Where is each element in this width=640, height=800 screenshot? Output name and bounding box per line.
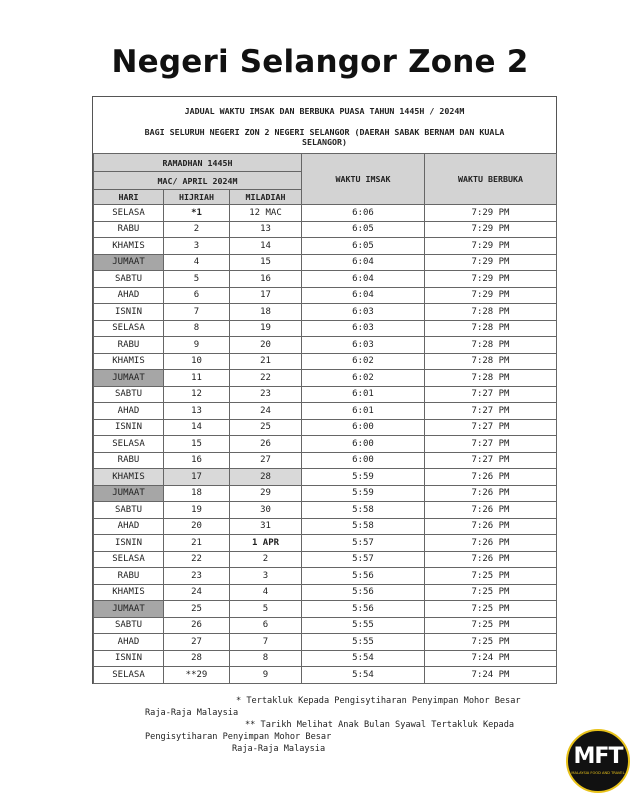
header-miladiah: MILADIAH bbox=[230, 190, 302, 205]
cell-hijriah: 14 bbox=[164, 419, 230, 436]
cell-hijriah: 18 bbox=[164, 485, 230, 502]
cell-miladiah: 6 bbox=[230, 617, 302, 634]
table-row bbox=[94, 304, 557, 321]
cell-berbuka: 7:26 PM bbox=[425, 469, 557, 486]
cell-berbuka: 7:28 PM bbox=[425, 337, 557, 354]
cell-hari: KHAMIS bbox=[94, 469, 164, 486]
cell-hari: SABTU bbox=[94, 386, 164, 403]
table-row bbox=[94, 221, 557, 238]
cell-hijriah: 5 bbox=[164, 271, 230, 288]
cell-imsak: 6:00 bbox=[302, 436, 425, 453]
cell-hari: AHAD bbox=[94, 403, 164, 420]
cell-imsak: 5:56 bbox=[302, 601, 425, 618]
cell-berbuka: 7:27 PM bbox=[425, 452, 557, 469]
cell-berbuka: 7:29 PM bbox=[425, 287, 557, 304]
cell-hari: ISNIN bbox=[94, 650, 164, 667]
cell-hijriah: 2 bbox=[164, 221, 230, 238]
cell-imsak: 5:56 bbox=[302, 568, 425, 585]
cell-berbuka: 7:29 PM bbox=[425, 238, 557, 255]
cell-imsak: 6:03 bbox=[302, 337, 425, 354]
cell-berbuka: 7:27 PM bbox=[425, 436, 557, 453]
cell-hari: ISNIN bbox=[94, 304, 164, 321]
cell-imsak: 6:01 bbox=[302, 386, 425, 403]
schedule-body bbox=[94, 205, 557, 684]
cell-miladiah: 2 bbox=[230, 551, 302, 568]
cell-hari: SELASA bbox=[94, 551, 164, 568]
cell-berbuka: 7:28 PM bbox=[425, 320, 557, 337]
cell-hari: RABU bbox=[94, 568, 164, 585]
cell-hijriah: 6 bbox=[164, 287, 230, 304]
table-row bbox=[94, 502, 557, 519]
cell-hari: JUMAAT bbox=[94, 601, 164, 618]
cell-imsak: 6:00 bbox=[302, 452, 425, 469]
cell-hijriah: 19 bbox=[164, 502, 230, 519]
table-row bbox=[94, 601, 557, 618]
table-row bbox=[94, 650, 557, 667]
cell-miladiah: 27 bbox=[230, 452, 302, 469]
table-row bbox=[94, 353, 557, 370]
cell-hijriah: 16 bbox=[164, 452, 230, 469]
cell-miladiah: 17 bbox=[230, 287, 302, 304]
cell-hari: SABTU bbox=[94, 271, 164, 288]
schedule-subtitle-line2: SELANGOR) bbox=[302, 137, 347, 147]
header-hijriah: HIJRIAH bbox=[164, 190, 230, 205]
table-row bbox=[94, 634, 557, 651]
logo-text: MFT bbox=[573, 744, 623, 769]
cell-miladiah: 28 bbox=[230, 469, 302, 486]
table-row bbox=[94, 551, 557, 568]
cell-miladiah: 25 bbox=[230, 419, 302, 436]
cell-hijriah: 13 bbox=[164, 403, 230, 420]
table-row bbox=[94, 320, 557, 337]
cell-berbuka: 7:25 PM bbox=[425, 634, 557, 651]
table-row bbox=[94, 238, 557, 255]
cell-hari: RABU bbox=[94, 221, 164, 238]
cell-hari: JUMAAT bbox=[94, 254, 164, 271]
cell-hari: ISNIN bbox=[94, 535, 164, 552]
cell-hari: KHAMIS bbox=[94, 238, 164, 255]
cell-imsak: 5:58 bbox=[302, 518, 425, 535]
cell-miladiah: 4 bbox=[230, 584, 302, 601]
table-row bbox=[94, 403, 557, 420]
cell-hijriah: 20 bbox=[164, 518, 230, 535]
cell-imsak: 5:58 bbox=[302, 502, 425, 519]
cell-miladiah: 9 bbox=[230, 667, 302, 684]
cell-hari: AHAD bbox=[94, 518, 164, 535]
cell-berbuka: 7:28 PM bbox=[425, 370, 557, 387]
cell-hijriah: 21 bbox=[164, 535, 230, 552]
cell-miladiah: 7 bbox=[230, 634, 302, 651]
cell-berbuka: 7:25 PM bbox=[425, 617, 557, 634]
schedule-subtitle bbox=[93, 125, 556, 153]
cell-imsak: 6:05 bbox=[302, 221, 425, 238]
cell-imsak: 5:57 bbox=[302, 551, 425, 568]
cell-miladiah: 19 bbox=[230, 320, 302, 337]
cell-hijriah: 10 bbox=[164, 353, 230, 370]
table-row bbox=[94, 584, 557, 601]
table-row bbox=[94, 419, 557, 436]
table-row bbox=[94, 370, 557, 387]
table-row bbox=[94, 568, 557, 585]
cell-miladiah: 8 bbox=[230, 650, 302, 667]
footnote-1: * Tertakluk Kepada Pengisytiharan Penyimpan Mohor Besar bbox=[236, 696, 521, 706]
cell-imsak: 6:02 bbox=[302, 370, 425, 387]
cell-imsak: 6:01 bbox=[302, 403, 425, 420]
cell-hijriah: **29 bbox=[164, 667, 230, 684]
table-row bbox=[94, 436, 557, 453]
cell-hari: RABU bbox=[94, 452, 164, 469]
cell-imsak: 6:04 bbox=[302, 287, 425, 304]
cell-hijriah: *1 bbox=[164, 205, 230, 222]
header-berbuka: WAKTU BERBUKA bbox=[425, 154, 557, 205]
cell-berbuka: 7:25 PM bbox=[425, 568, 557, 585]
cell-miladiah: 30 bbox=[230, 502, 302, 519]
cell-hari: SELASA bbox=[94, 436, 164, 453]
cell-miladiah: 22 bbox=[230, 370, 302, 387]
cell-miladiah: 29 bbox=[230, 485, 302, 502]
cell-berbuka: 7:29 PM bbox=[425, 271, 557, 288]
cell-berbuka: 7:26 PM bbox=[425, 518, 557, 535]
cell-hari: SABTU bbox=[94, 502, 164, 519]
cell-hari: KHAMIS bbox=[94, 584, 164, 601]
cell-berbuka: 7:28 PM bbox=[425, 353, 557, 370]
cell-berbuka: 7:26 PM bbox=[425, 535, 557, 552]
cell-imsak: 5:55 bbox=[302, 617, 425, 634]
cell-imsak: 6:02 bbox=[302, 353, 425, 370]
cell-hijriah: 27 bbox=[164, 634, 230, 651]
cell-imsak: 5:55 bbox=[302, 634, 425, 651]
mft-logo bbox=[566, 729, 630, 793]
header-ramadhan: RAMADHAN 1445H bbox=[94, 154, 302, 172]
cell-hijriah: 3 bbox=[164, 238, 230, 255]
cell-miladiah: 20 bbox=[230, 337, 302, 354]
cell-miladiah: 31 bbox=[230, 518, 302, 535]
cell-imsak: 6:06 bbox=[302, 205, 425, 222]
cell-hijriah: 25 bbox=[164, 601, 230, 618]
cell-berbuka: 7:29 PM bbox=[425, 221, 557, 238]
cell-hari: ISNIN bbox=[94, 419, 164, 436]
table-row bbox=[94, 485, 557, 502]
cell-imsak: 5:57 bbox=[302, 535, 425, 552]
cell-miladiah: 16 bbox=[230, 271, 302, 288]
table-row bbox=[94, 337, 557, 354]
cell-berbuka: 7:28 PM bbox=[425, 304, 557, 321]
table-row bbox=[94, 205, 557, 222]
cell-imsak: 5:59 bbox=[302, 469, 425, 486]
table-row bbox=[94, 254, 557, 271]
cell-hari: SELASA bbox=[94, 667, 164, 684]
schedule-table bbox=[93, 153, 557, 684]
cell-hijriah: 8 bbox=[164, 320, 230, 337]
cell-berbuka: 7:27 PM bbox=[425, 386, 557, 403]
logo-subtext: MALAYSIA FOOD AND TRAVEL bbox=[571, 771, 625, 775]
cell-hari: KHAMIS bbox=[94, 353, 164, 370]
cell-berbuka: 7:25 PM bbox=[425, 601, 557, 618]
cell-berbuka: 7:26 PM bbox=[425, 551, 557, 568]
cell-hijriah: 17 bbox=[164, 469, 230, 486]
page-title: Negeri Selangor Zone 2 bbox=[111, 44, 529, 80]
cell-miladiah: 26 bbox=[230, 436, 302, 453]
footnote-2: Raja-Raja Malaysia bbox=[145, 708, 239, 718]
cell-imsak: 6:00 bbox=[302, 419, 425, 436]
cell-hijriah: 7 bbox=[164, 304, 230, 321]
cell-hijriah: 15 bbox=[164, 436, 230, 453]
cell-miladiah: 5 bbox=[230, 601, 302, 618]
cell-imsak: 6:03 bbox=[302, 304, 425, 321]
cell-hari: SELASA bbox=[94, 205, 164, 222]
cell-imsak: 5:59 bbox=[302, 485, 425, 502]
cell-hijriah: 4 bbox=[164, 254, 230, 271]
cell-berbuka: 7:29 PM bbox=[425, 205, 557, 222]
cell-imsak: 6:04 bbox=[302, 271, 425, 288]
cell-berbuka: 7:27 PM bbox=[425, 419, 557, 436]
cell-imsak: 5:56 bbox=[302, 584, 425, 601]
cell-hari: AHAD bbox=[94, 287, 164, 304]
cell-miladiah: 1 APR bbox=[230, 535, 302, 552]
cell-hijriah: 26 bbox=[164, 617, 230, 634]
table-row bbox=[94, 667, 557, 684]
cell-berbuka: 7:24 PM bbox=[425, 650, 557, 667]
cell-miladiah: 13 bbox=[230, 221, 302, 238]
cell-hari: AHAD bbox=[94, 634, 164, 651]
cell-miladiah: 15 bbox=[230, 254, 302, 271]
cell-imsak: 6:05 bbox=[302, 238, 425, 255]
footnote-4: Pengisytiharan Penyimpan Mohor Besar bbox=[145, 732, 332, 742]
cell-hari: SELASA bbox=[94, 320, 164, 337]
cell-berbuka: 7:29 PM bbox=[425, 254, 557, 271]
table-row bbox=[94, 518, 557, 535]
cell-hari: SABTU bbox=[94, 617, 164, 634]
cell-berbuka: 7:26 PM bbox=[425, 485, 557, 502]
cell-hari: RABU bbox=[94, 337, 164, 354]
table-row bbox=[94, 287, 557, 304]
schedule-subtitle-line1: BAGI SELURUH NEGERI ZON 2 NEGERI SELANGOR (DAERAH SABAK BERNAM DAN KUALA bbox=[144, 127, 505, 137]
table-row bbox=[94, 386, 557, 403]
table-row bbox=[94, 271, 557, 288]
cell-miladiah: 18 bbox=[230, 304, 302, 321]
table-row bbox=[94, 452, 557, 469]
cell-hijriah: 23 bbox=[164, 568, 230, 585]
cell-hijriah: 28 bbox=[164, 650, 230, 667]
footnote-3: ** Tarikh Melihat Anak Bulan Syawal Tertakluk Kepada bbox=[245, 720, 515, 730]
cell-imsak: 5:54 bbox=[302, 667, 425, 684]
cell-hijriah: 12 bbox=[164, 386, 230, 403]
cell-imsak: 6:03 bbox=[302, 320, 425, 337]
footnote-5: Raja-Raja Malaysia bbox=[232, 744, 326, 754]
cell-miladiah: 21 bbox=[230, 353, 302, 370]
header-imsak: WAKTU IMSAK bbox=[302, 154, 425, 205]
cell-miladiah: 14 bbox=[230, 238, 302, 255]
cell-hijriah: 9 bbox=[164, 337, 230, 354]
cell-miladiah: 23 bbox=[230, 386, 302, 403]
schedule-title: JADUAL WAKTU IMSAK DAN BERBUKA PUASA TAHUN 1445H / 2024M bbox=[184, 106, 465, 116]
cell-miladiah: 12 MAC bbox=[230, 205, 302, 222]
cell-berbuka: 7:26 PM bbox=[425, 502, 557, 519]
table-row bbox=[94, 469, 557, 486]
cell-hijriah: 24 bbox=[164, 584, 230, 601]
cell-miladiah: 24 bbox=[230, 403, 302, 420]
cell-imsak: 6:04 bbox=[302, 254, 425, 271]
cell-hari: JUMAAT bbox=[94, 485, 164, 502]
table-row bbox=[94, 535, 557, 552]
cell-miladiah: 3 bbox=[230, 568, 302, 585]
schedule-sheet bbox=[92, 96, 557, 684]
header-hari: HARI bbox=[94, 190, 164, 205]
cell-imsak: 5:54 bbox=[302, 650, 425, 667]
cell-hijriah: 22 bbox=[164, 551, 230, 568]
cell-berbuka: 7:24 PM bbox=[425, 667, 557, 684]
cell-berbuka: 7:25 PM bbox=[425, 584, 557, 601]
cell-hari: JUMAAT bbox=[94, 370, 164, 387]
header-mac-april: MAC/ APRIL 2024M bbox=[94, 172, 302, 190]
cell-berbuka: 7:27 PM bbox=[425, 403, 557, 420]
table-row bbox=[94, 617, 557, 634]
cell-hijriah: 11 bbox=[164, 370, 230, 387]
